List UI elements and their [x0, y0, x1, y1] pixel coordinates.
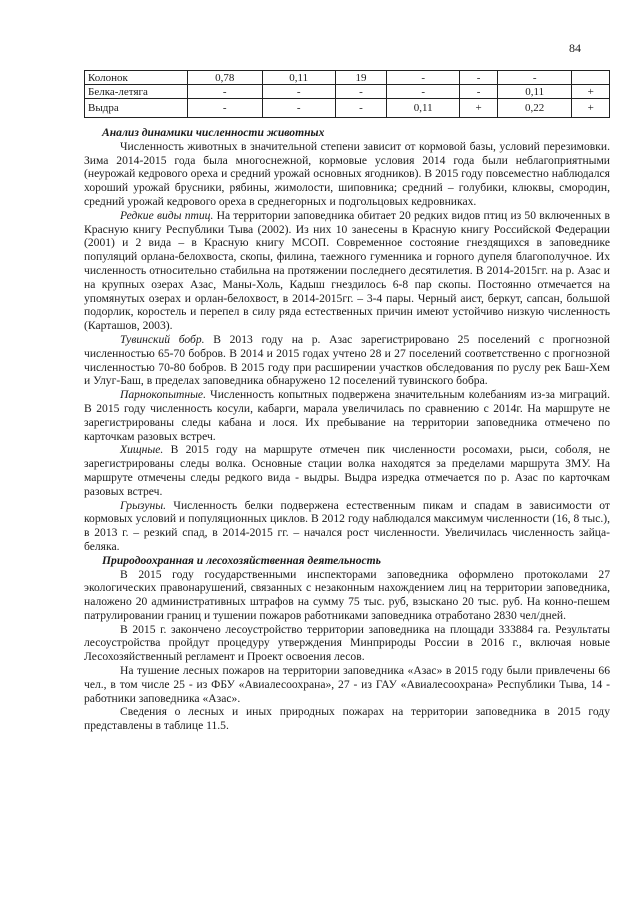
paragraph: В 2015 г. закончено лесоустройство территории заповедника на площади 333884 га. Результаты лесоустройства пройдут процедуру утверждения Минприроды России в 2016 г., включая новые Лесохозяйственный регламент и Проект освоения лесов. — [84, 622, 610, 664]
paragraph — [84, 443, 610, 498]
paragraph-title: Редкие виды птиц. — [120, 208, 214, 222]
table-cell: - — [497, 71, 572, 85]
paragraph-title: Грызуны. — [120, 498, 167, 512]
table-cell: - — [262, 85, 335, 99]
section-heading: Анализ динамики численности животных — [102, 126, 325, 139]
table-row — [85, 71, 610, 85]
table-cell: 0,11 — [387, 99, 460, 118]
paragraph: Сведения о лесных и иных природных пожарах на территории заповедника в 2015 году представлены в таблице 11.5. — [84, 705, 610, 733]
table-cell: - — [460, 85, 498, 99]
paragraph: Численность животных в значительной степени зависит от кормовой базы, условий перезимовки. Зима 2014-2015 года была многоснежной, кормовые условия 2014 года были неблагоприятными (неурожай кедрового ореха и средний урожай основных ягодников). В 2015 году повсеместно наблюдался хороший урожай брусники, рябины, жимолости, шиповника; средний – голубики, клюквы, смородин, средний урожай кедрового ореха в среднегорных и подгольцовых кедровниках. — [84, 139, 610, 208]
paragraph — [84, 333, 610, 388]
paragraph-title: Парнокопытные. — [120, 388, 206, 402]
table-cell: - — [387, 71, 460, 85]
paragraph-text: Численность белки подвержена естественным пикам и спадам в зависимости от кормовых условий и популяционных циклов. В 2012 году наблюдался максимум численности (16, 8 тыс.), в 2013 г. – резкий спад, в 2014-2015 гг. – начался рост численности. Увеличилась численность зайца-беляка. — [84, 498, 610, 553]
paragraph-text: В 2013 году на р. Азас зарегистрировано 25 поселений с прогнозной численностью 65-70 бобров. В 2014 и 2015 годах учтено 28 и 27 поселений соответственно с прогнозной численностью 70-80 бобров. В 2015 году при расширении участков обследования по руслу рек Баш-Хем и Улуг-Баш, в пределах заповедника обнаружено 12 поселений тувинского бобра. — [84, 332, 610, 388]
document-body — [84, 126, 610, 733]
table-cell: + — [572, 85, 610, 99]
page-number: 84 — [569, 41, 581, 55]
table-cell — [572, 71, 610, 85]
table-cell: - — [188, 85, 263, 99]
table-cell: 0,11 — [262, 71, 335, 85]
paragraph: На тушение лесных пожаров на территории заповедника «Азас» в 2015 году были привлечены 66 чел., в том числе 25 - из ФБУ «Авиалесоохрана», 27 - из ГАУ «Авиалесоохрана» Республики Тыва, 14 - работники заповедника «Азас». — [84, 664, 610, 705]
table-cell: - — [335, 85, 386, 99]
table-cell: - — [335, 99, 386, 118]
table-row — [85, 85, 610, 99]
species-table — [84, 70, 610, 118]
section-heading: Природоохранная и лесохозяйственная деятельность — [102, 553, 381, 567]
paragraph — [84, 209, 610, 333]
paragraph-title: Хищные. — [120, 443, 164, 457]
paragraph: В 2015 году государственными инспекторами заповедника оформлено протоколами 27 экологических правонарушений, связанных с незаконным нахождением лиц на территории заповедника, наложено 20 административных штрафов на сумму 75 тыс. руб, взыскано 20 тыс. руб. На конно-пешем патрулировании границ и тушении пожаров работниками заповедника отработано 2830 чел/дней. — [84, 567, 610, 622]
table-cell: - — [387, 85, 460, 99]
paragraph-text: Численность копытных подвержена значительным колебаниям из-за миграций. В 2015 году численность косули, кабарги, марала увеличилась по сравнению с 2014г. На маршруте не зарегистрированы следы кабана и лося. Их пребывание на территории заповедника отмечено по карточкам разовых встреч. — [84, 388, 610, 443]
paragraph-title: Тувинский бобр. — [120, 332, 205, 346]
table-cell: + — [460, 99, 498, 118]
table-cell: - — [188, 99, 263, 118]
paragraph-text: В 2015 году на маршруте отмечен пик численности росомахи, рыси, соболя, не зарегистрированы следы волка. Основные стации волка находятся за пределами маршрута ЗМУ. На маршруте отмечены следы редкого вида - выдры. Выдра изредка отмечается по р. Азас по карточкам разовых встреч. — [84, 443, 610, 498]
table-cell: - — [262, 99, 335, 118]
table-cell: Выдра — [85, 99, 188, 118]
table-cell: 0,11 — [497, 85, 572, 99]
paragraph-text: На территории заповедника обитает 20 редких видов птиц из 50 включенных в Красную книгу Республики Тыва (2002). Из них 10 занесены в Красную книгу Российской Федерации (2001) и 2 вида – в Красную книгу МСОП. Современное состояние гнездящихся в заповеднике популяций орлана-белохвоста, скопы, филина, таежного гуменника и горного дупеля благополучное. Их численность относительно стабильна на протяжении последнего десятилетия. В 2014-2015гг. на р. Азас и на крупных озерах Азас, Маны-Холь, Кадыш гнездилось 6-8 пар скопы. Постоянно отмечается на упомянутых озерах и орлан-белохвост, в 2014-2015гг. – 3-4 пары. Черный аист, беркут, сапсан, большой подорлик, коростель и перепел в силу ряда естественных причин имеют устойчиво низкую численность (Карташов, 2003). — [84, 208, 610, 333]
table-cell: 0,22 — [497, 99, 572, 118]
paragraph — [84, 499, 610, 554]
table-cell: 19 — [335, 71, 386, 85]
table-row — [85, 99, 610, 118]
paragraph — [84, 388, 610, 443]
table-cell: 0,78 — [188, 71, 263, 85]
table-cell: Колонок — [85, 71, 188, 85]
table-cell: - — [460, 71, 498, 85]
table-cell: Белка-летяга — [85, 85, 188, 99]
table-cell: + — [572, 99, 610, 118]
